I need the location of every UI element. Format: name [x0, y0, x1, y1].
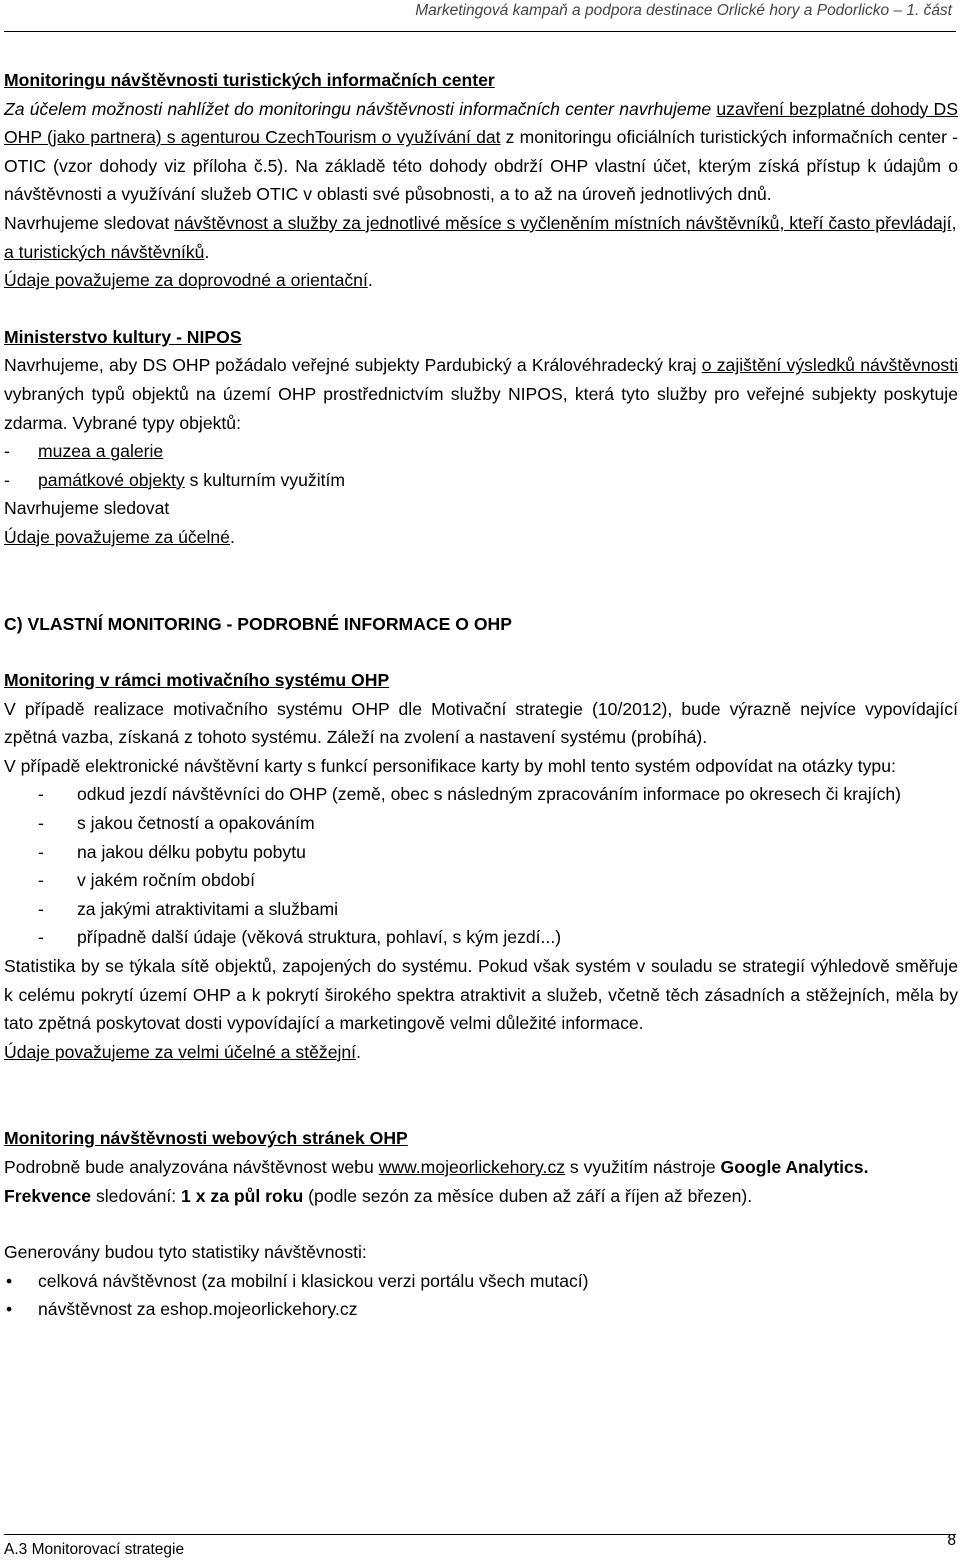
footer-label: A.3 Monitorovací strategie — [4, 1541, 185, 1558]
website-link[interactable]: www.mojeorlickehory.cz — [378, 1157, 566, 1177]
web-paragraph-1 — [4, 1153, 958, 1182]
list-item — [4, 466, 958, 495]
footer-rule — [4, 1534, 956, 1535]
otic-intro-text: Za účelem možnosti nahlížet do monitoringu návštěvnosti informačních center navrhujeme — [4, 98, 717, 119]
frequency-text: sledování: — [91, 1185, 182, 1206]
section-heading-nipos: Ministerstvo kultury - NIPOS — [4, 326, 242, 347]
otic-track-end: . — [204, 241, 210, 262]
web-paragraph-3: Generovány budou tyto statistiky návštěvnosti: — [4, 1242, 367, 1263]
list-item-text: muzea a galerie — [38, 441, 164, 462]
dash-marker: - — [38, 813, 44, 834]
section-heading-motivation: Monitoring v rámci motivačního systému OHP — [4, 670, 390, 691]
bullet-marker: • — [6, 1299, 13, 1320]
bullet-item-text: návštěvnost za eshop.mojeorlickehory.cz — [38, 1299, 358, 1320]
list-item-text: v jakém ročním období — [77, 870, 255, 891]
spacer — [4, 295, 958, 323]
section-heading-otic: Monitoringu návštěvnosti turistických informačních center — [4, 70, 495, 90]
motivation-paragraph-2: V případě elektronické návštěvní karty s funkcí personifikace karty by mohl tento systém odpovídat na otázky typu: — [4, 755, 896, 776]
list-item-text: památkové objekty — [38, 469, 185, 490]
dash-marker: - — [38, 927, 44, 948]
list-item — [4, 866, 958, 895]
nipos-paragraph-2: Navrhujeme sledovat — [4, 498, 170, 519]
spacer — [4, 552, 958, 610]
otic-track-lead: Navrhujeme sledovat — [4, 212, 175, 233]
otic-paragraph-1 — [4, 95, 958, 209]
list-item — [4, 923, 958, 952]
nipos-rating-end: . — [229, 526, 235, 547]
nipos-lead: Navrhujeme, aby DS OHP požádalo veřejné subjekty Pardubický a Královéhradecký kraj — [4, 355, 702, 376]
list-item-text: případně další údaje (věková struktura, pohlaví, s kým jezdí...) — [77, 927, 562, 948]
list-item-text-rest: s kulturním využitím — [184, 469, 346, 490]
dash-marker: - — [38, 898, 44, 919]
spacer — [4, 1210, 958, 1238]
otic-track-detail: návštěvnost a služby za jednotlivé měsíce s vyčleněním místních návštěvníků, kteří často převládají, a turistických návštěvníků — [4, 212, 957, 262]
chapter-heading: C) VLASTNÍ MONITORING - PODROBNÉ INFORMACE O OHP — [4, 613, 512, 634]
otic-agreement-text: uzavření bezplatné dohody DS OHP (jako partnera) s agenturou CzechTourism o využívání dat — [4, 98, 958, 148]
otic-paragraph-2 — [4, 209, 958, 266]
bullet-item — [4, 1267, 958, 1296]
otic-monitoring-text: z monitoringu oficiálních turistických informačních center - OTIC (vzor dohody viz příloha č.5). — [4, 127, 958, 176]
motivation-paragraph-1: V případě realizace motivačního systému OHP dle Motivační strategie (10/2012), bude výrazně nejvíce vypovídající zpětná vazba, získaná z tohoto systému. Záleží na zvolení a nastavení systému (probíhá). — [4, 698, 958, 748]
motivation-rating: Údaje považujeme za velmi účelné a stěžejní — [4, 1041, 357, 1062]
bullet-marker: • — [6, 1270, 13, 1291]
otic-paragraph-3 — [4, 266, 958, 295]
list-item — [4, 809, 958, 838]
list-item — [4, 895, 958, 924]
dash-marker: - — [38, 784, 44, 805]
list-item-text: s jakou četností a opakováním — [77, 813, 315, 834]
bullet-item-text: celková návštěvnost (za mobilní i klasickou verzi portálu všech mutací) — [38, 1270, 589, 1291]
frequency-note: (podle sezón za měsíce duben až září a říjen až březen). — [303, 1185, 753, 1206]
list-item-text: na jakou délku pobytu pobytu — [77, 841, 306, 862]
frequency-value: 1 x za půl roku — [181, 1185, 304, 1206]
section-heading-web: Monitoring návštěvnosti webových stránek OHP — [4, 1128, 408, 1149]
running-header: Marketingová kampaň a podpora destinace Orlické hory a Podorlicko – 1. část — [415, 2, 952, 19]
header-rule — [4, 31, 956, 32]
motivation-paragraph-4 — [4, 1038, 958, 1067]
web-paragraph-2 — [4, 1182, 958, 1211]
list-item-text: za jakými atraktivitami a službami — [77, 898, 339, 919]
page-number: 8 — [947, 1532, 956, 1549]
otic-rating: Údaje považujeme za doprovodné a orientační — [4, 270, 368, 291]
dash-marker: - — [38, 841, 44, 862]
list-item — [4, 780, 958, 809]
nipos-paragraph-3 — [4, 523, 958, 552]
otic-account-text: Na základě této dohody obdrží OHP vlastní účet, kterým získá přístup k údajům o návštěvnosti a využívání služeb OTIC v oblasti své působnosti, a to až na úroveň jednotlivých dnů. — [4, 155, 958, 205]
spacer — [4, 1066, 958, 1124]
web-tool-name: Google Analytics. — [720, 1157, 869, 1177]
dash-marker: - — [4, 469, 10, 490]
nipos-paragraph-1 — [4, 351, 958, 437]
list-item-text: odkud jezdí návštěvníci do OHP (země, obec s následným zpracováním informace po okresech či krajích) — [77, 784, 902, 805]
list-item — [4, 437, 958, 466]
dash-marker: - — [38, 870, 44, 891]
motivation-paragraph-3: Statistika by se týkala sítě objektů, zapojených do systému. Pokud však systém v souladu se strategií výhledově směřuje k celému pokrytí území OHP a k pokrytí širokého spektra atraktivit a služeb, včetně těch zásadních a stěžejních, měla by tato zpětná poskytovat dosti vypovídající a marketingově velmi důležité informace. — [4, 956, 958, 1034]
nipos-rating: Údaje považujeme za účelné — [4, 526, 230, 547]
frequency-label: Frekvence — [4, 1185, 92, 1206]
page-content — [4, 66, 958, 1324]
spacer — [4, 638, 958, 666]
nipos-results: o zajištění výsledků návštěvnosti — [701, 355, 958, 376]
otic-rating-end: . — [367, 270, 373, 291]
dash-marker: - — [4, 441, 10, 462]
motivation-rating-end: . — [356, 1041, 361, 1062]
list-item — [4, 838, 958, 867]
web-lead: Podrobně bude analyzována návštěvnost webu — [4, 1157, 379, 1177]
web-tool-lead: s využitím nástroje — [565, 1157, 721, 1177]
nipos-detail: vybraných typů objektů na území OHP prostřednictvím služby NIPOS, která tyto služby pro veřejné subjekty poskytuje zdarma. Vybrané typy objektů: — [4, 383, 958, 433]
bullet-item — [4, 1295, 958, 1324]
